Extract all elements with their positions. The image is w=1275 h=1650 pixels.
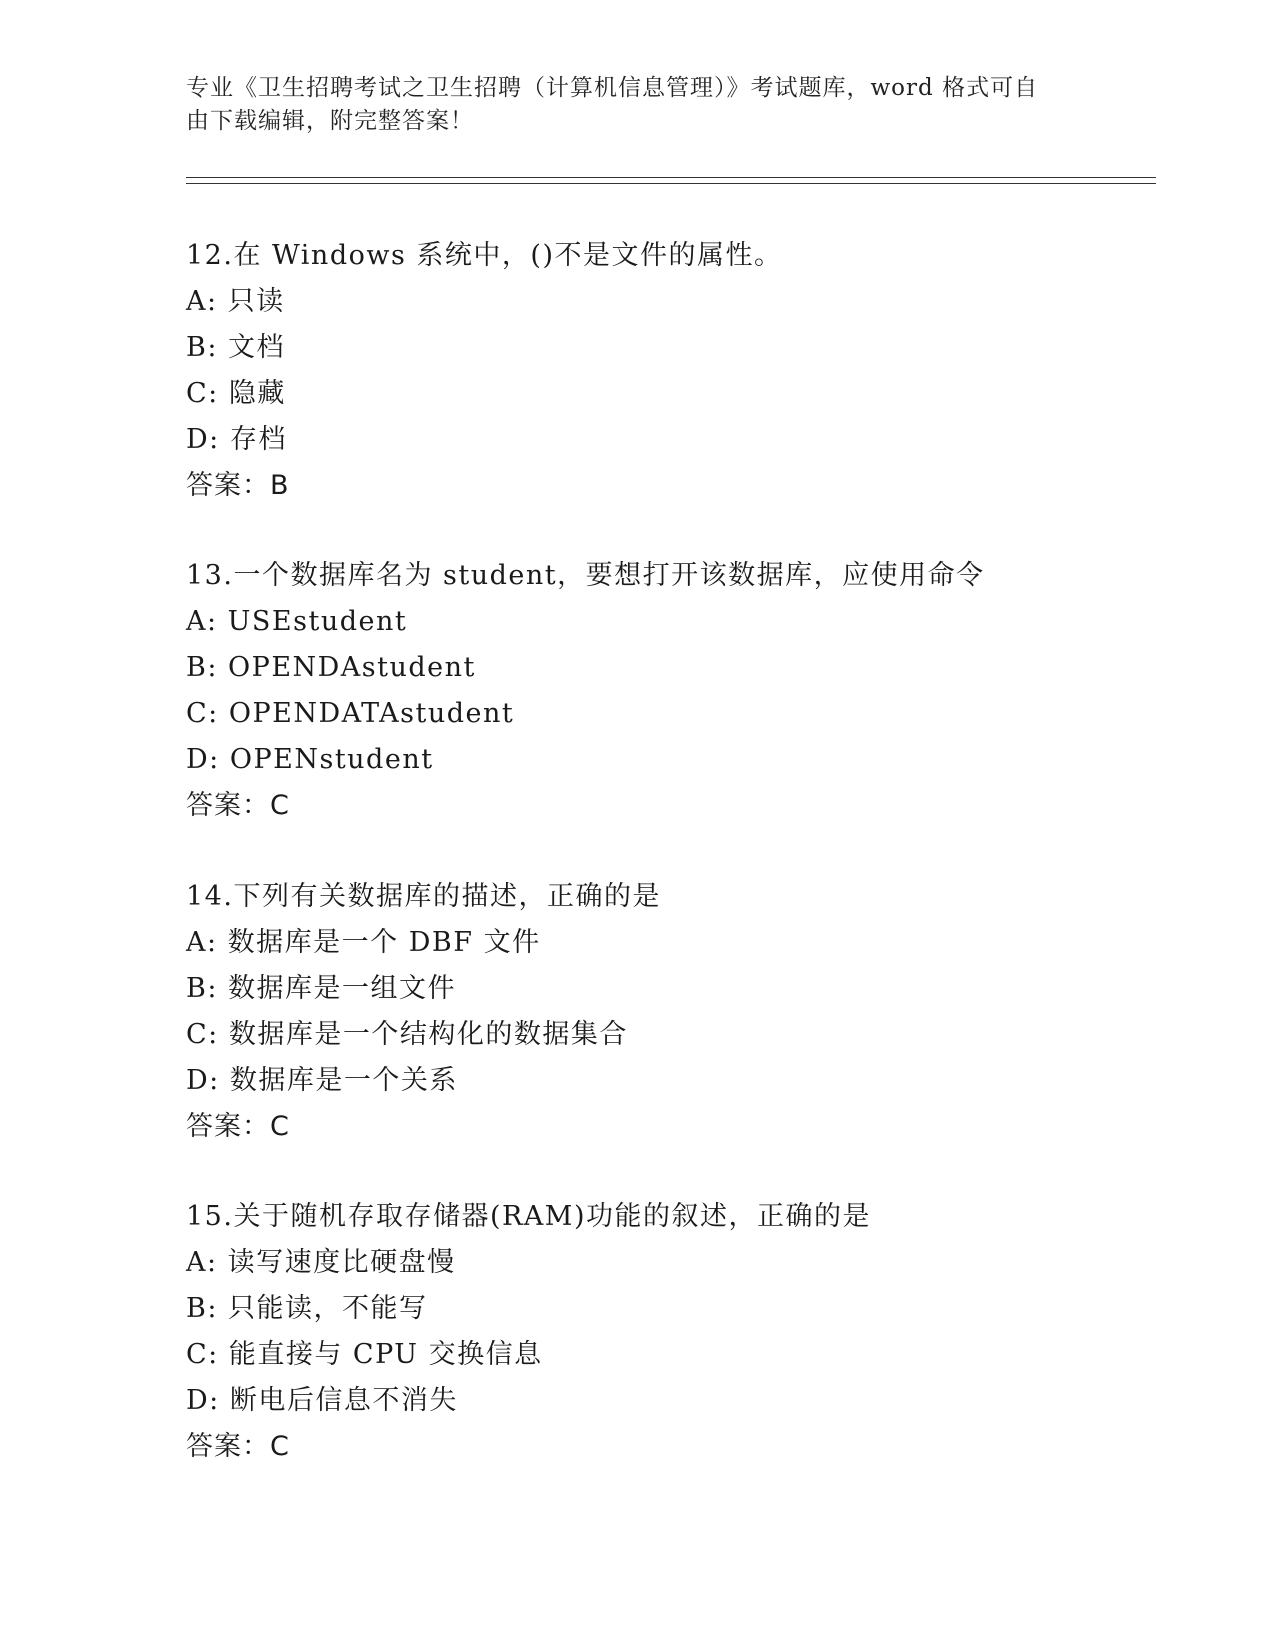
answer: 答案：C [186, 1111, 290, 1142]
answer: 答案：C [186, 1431, 290, 1462]
question-stem: 15.关于随机存取存储器(RAM)功能的叙述，正确的是 [186, 1201, 871, 1232]
option-b: B: OPENDAstudent [186, 652, 476, 683]
option-b: B: 数据库是一组文件 [186, 973, 457, 1004]
option-d: D: 数据库是一个关系 [186, 1065, 458, 1096]
option-c: C: 能直接与 CPU 交换信息 [186, 1339, 543, 1370]
option-c: C: 隐藏 [186, 378, 286, 409]
option-c: C: OPENDATAstudent [186, 698, 515, 729]
option-b: B: 只能读，不能写 [186, 1293, 428, 1324]
question-14 [186, 874, 1146, 1150]
question-stem: 12.在 Windows 系统中，()不是文件的属性。 [186, 240, 783, 271]
question-stem: 13.一个数据库名为 student，要想打开该数据库，应使用命令 [186, 560, 985, 591]
answer: 答案：C [186, 790, 290, 821]
option-d: D: 断电后信息不消失 [186, 1385, 458, 1416]
question-stem: 14.下列有关数据库的描述，正确的是 [186, 881, 661, 912]
header-line-1: 专业《卫生招聘考试之卫生招聘（计算机信息管理）》考试题库，word 格式可自 [186, 75, 1039, 101]
answer: 答案：B [186, 470, 290, 501]
option-a: A: 只读 [186, 286, 285, 317]
header-divider-top [186, 177, 1156, 178]
option-a: A: USEstudent [186, 606, 408, 637]
header-line-2: 由下载编辑，附完整答案！ [186, 108, 474, 134]
question-13 [186, 553, 1146, 829]
option-a: A: 读写速度比硬盘慢 [186, 1247, 456, 1278]
question-12 [186, 233, 1146, 509]
option-d: D: 存档 [186, 424, 287, 455]
document-header [186, 72, 1086, 138]
option-b: B: 文档 [186, 332, 286, 363]
question-15 [186, 1194, 1146, 1470]
option-c: C: 数据库是一个结构化的数据集合 [186, 1019, 628, 1050]
option-d: D: OPENstudent [186, 744, 434, 775]
header-divider-bottom [186, 183, 1156, 184]
option-a: A: 数据库是一个 DBF 文件 [186, 927, 541, 958]
